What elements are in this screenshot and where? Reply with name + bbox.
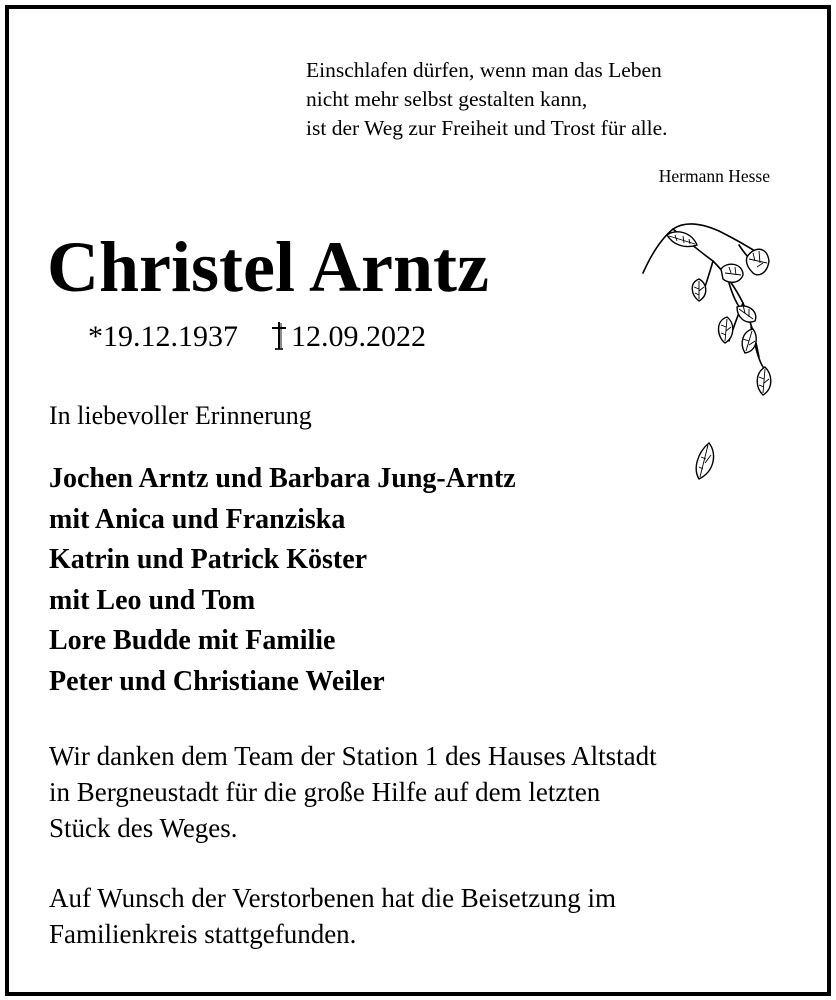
quote-line: Einschlafen dürfen, wenn man das Leben	[306, 58, 662, 82]
thanks-line: Stück des Weges.	[49, 813, 238, 843]
deceased-name: Christel Arntz	[47, 227, 489, 307]
cross-icon	[268, 320, 290, 350]
mourner-line: Lore Budde mit Familie	[49, 625, 336, 656]
thanks-line: in Bergneustadt für die große Hilfe auf dem letzten	[49, 777, 601, 807]
quote-line: ist der Weg zur Freiheit und Trost für alle.	[306, 116, 668, 140]
life-dates	[88, 318, 426, 356]
quote	[306, 56, 806, 143]
mourner-line: mit Leo und Tom	[49, 584, 256, 616]
obituary-frame	[5, 5, 831, 996]
birth-date: *19.12.1937	[88, 320, 238, 353]
mourner-line: Peter und Christiane Weiler	[49, 665, 385, 697]
memory-line: In liebevoller Erinnerung	[49, 401, 312, 430]
death-date: 12.09.2022	[291, 320, 426, 353]
mourner-line: mit Anica und Franziska	[49, 503, 346, 535]
mourners-list	[49, 459, 516, 702]
thanks-paragraph	[49, 738, 657, 846]
burial-line: Familienkreis stattgefunden.	[49, 919, 357, 949]
quote-line: nicht mehr selbst gestalten kann,	[306, 87, 588, 111]
thanks-line: Wir danken dem Team der Station 1 des Hauses Altstadt	[49, 741, 657, 771]
mourner-line: Katrin und Patrick Köster	[49, 544, 368, 575]
mourner-line: Jochen Arntz und Barbara Jung-Arntz	[49, 463, 516, 494]
birch-branch-icon	[639, 217, 789, 487]
burial-paragraph	[49, 880, 616, 952]
burial-line: Auf Wunsch der Verstorbenen hat die Beisetzung im	[49, 883, 617, 913]
quote-author: Hermann Hesse	[658, 166, 770, 186]
